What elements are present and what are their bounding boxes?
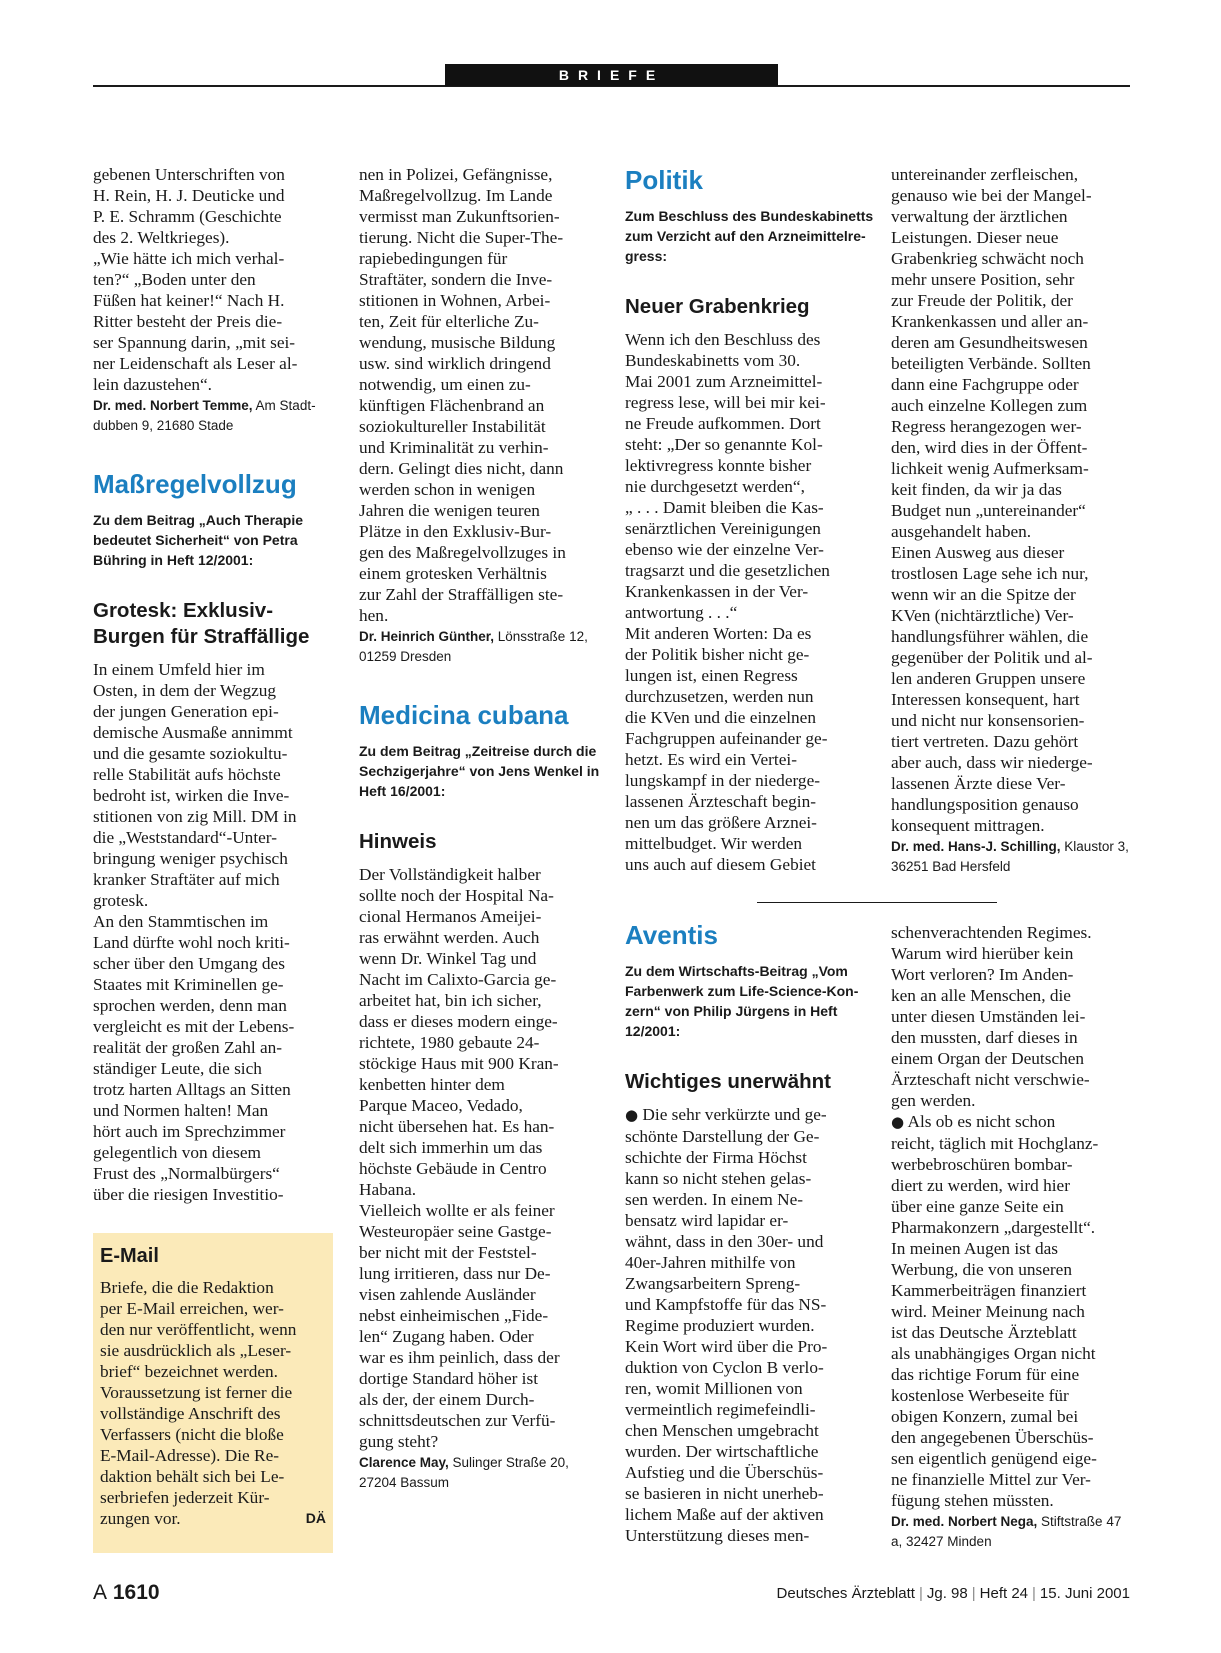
text-line: sollte noch der Hospital Na- <box>359 886 554 905</box>
text-line: dann eine Fachgruppe oder <box>891 375 1079 394</box>
text-line: In einem Umfeld hier im <box>93 660 265 679</box>
bullet-icon: ● <box>891 1113 905 1131</box>
letter-headline: Neuer Grabenkrieg <box>625 295 810 318</box>
text-line: über eine ganze Seite ein <box>891 1197 1064 1216</box>
signature-address: dubben 9, 21680 Stade <box>93 418 234 433</box>
letter-body <box>93 659 343 1205</box>
text-line: unter diesen Umständen lei- <box>891 1007 1086 1026</box>
text-line: ständiger Leute, die sich <box>93 1059 262 1078</box>
text-line: Mai 2001 zum Arzneimittel- <box>625 372 823 391</box>
text-line: Fachgruppen aufeinander ge- <box>625 729 828 748</box>
text-line: stitionen von zig Mill. DM in <box>93 807 297 826</box>
text-line: kenbetten hinter dem <box>359 1075 505 1094</box>
text-line: vollständige Anschrift des <box>100 1404 281 1423</box>
text-line: werden schon in wenigen <box>359 480 536 499</box>
text-line: sen werden. In einem Ne- <box>625 1190 804 1209</box>
text-line: kostenlose Werbeseite für <box>891 1386 1069 1405</box>
text-line: Vielleich wollte er als feiner <box>359 1201 555 1220</box>
text-line: zum Verzicht auf den Arzneimittelre- <box>625 228 866 244</box>
text-line: lektivregress konnte bisher <box>625 456 812 475</box>
text-line: nie durchgesetzt werden“, <box>625 477 805 496</box>
text-line: den mussten, darf dieses in <box>891 1028 1078 1047</box>
text-line: Füßen hat keiner!“ Nach H. <box>93 291 285 310</box>
text-line: kranker Straftäter auf mich <box>93 870 280 889</box>
text-line: wurden. Der wirtschaftliche <box>625 1442 819 1461</box>
text-line: 12/2001: <box>625 1023 681 1039</box>
section-title-medicina-cubana: Medicina cubana <box>359 700 569 730</box>
text-line: Regime produziert wurden. <box>625 1316 815 1335</box>
text-line: war es ihm peinlich, dass der <box>359 1348 560 1367</box>
text-line: Zu dem Wirtschafts-Beitrag „Vom <box>625 963 848 979</box>
text-line: deren am Gesundheitswesen <box>891 333 1088 352</box>
text-line: Maßregelvollzug. Im Lande <box>359 186 553 205</box>
text-line: ser Spannung darin, „mit sei- <box>93 333 296 352</box>
letter-continuation <box>93 164 343 395</box>
letter-signature: Dr. med. Norbert Nega, Stiftstraße 47 a, 32427 Minden <box>891 1514 1122 1549</box>
letter-signature: Dr. Heinrich Günther, Lönsstraße 12, 01259 Dresden <box>359 629 588 664</box>
letter-continuation <box>891 922 1141 1111</box>
section-title-massregelvollzug: Maßregelvollzug <box>93 469 297 499</box>
text-line: ne finanzielle Mittel zur Ver- <box>891 1470 1091 1489</box>
text-line: verwaltung der ärztlichen <box>891 207 1068 226</box>
text-line: dass er dieses modern einge- <box>359 1012 558 1031</box>
signature-address: Lönsstraße 12, <box>494 629 588 644</box>
text-line: Zum Beschluss des Bundeskabinetts <box>625 208 874 224</box>
text-line: Sechzigerjahre“ von Jens Wenkel in <box>359 763 600 779</box>
text-line: Der Vollständigkeit halber <box>359 865 541 884</box>
text-line: vergleicht es mit der Lebens- <box>93 1017 295 1036</box>
text-line: ist das Deutsche Ärzteblatt <box>891 1323 1077 1342</box>
text-line: bringung weniger psychisch <box>93 849 288 868</box>
section-header: BRIEFE <box>445 64 778 86</box>
text-line: hen. <box>359 606 389 625</box>
journal-date: 15. Juni 2001 <box>1039 1585 1130 1602</box>
email-notice-text <box>100 1277 326 1529</box>
column-1 <box>93 164 343 1205</box>
text-line: In meinen Augen ist das <box>891 1239 1059 1258</box>
text-line: zern“ von Philip Jürgens in Heft <box>625 1003 838 1019</box>
letter-signature: Dr. med. Norbert Temme, Am Stadt- dubben 9, 21680 Stade <box>93 398 316 433</box>
text-line: trotz harten Alltags an Sitten <box>93 1080 291 1099</box>
text-line: tierung. Nicht die Super-The- <box>359 228 564 247</box>
text-line: per E-Mail erreichen, wer- <box>100 1299 284 1318</box>
text-line: wenn Dr. Winkel Tag und <box>359 949 537 968</box>
text-line: len“ Zugang haben. Oder <box>359 1327 534 1346</box>
text-line: ne Freude aufkommen. Dort <box>625 414 821 433</box>
text-line: dern. Gelingt dies nicht, dann <box>359 459 564 478</box>
text-line: tiert vertreten. Dazu gehört <box>891 732 1079 751</box>
text-line: Krankenkassen in der Ver- <box>625 582 809 601</box>
text-line: hört auch im Sprechzimmer <box>93 1122 286 1141</box>
email-notice-title: E-Mail <box>100 1245 159 1267</box>
text-line: Wort verloren? Im Anden- <box>891 965 1074 984</box>
text-line: ras erwähnt werden. Auch <box>359 928 540 947</box>
text-line: kann so nicht stehen gelas- <box>625 1169 812 1188</box>
text-line: und Kriminalität zu verhin- <box>359 438 549 457</box>
letter-body <box>625 329 875 875</box>
text-line: ner Leidenschaft als Leser al- <box>93 354 298 373</box>
text-line: werbebroschüren bombar- <box>891 1155 1073 1174</box>
text-line: Ärzteschaft nicht verschwie- <box>891 1070 1090 1089</box>
text-line: Habana. <box>359 1180 417 1199</box>
letter-continuation <box>891 164 1141 836</box>
text-line: Interessen konsequent, hart <box>891 690 1080 709</box>
text-line: ren, womit Millionen von <box>625 1379 803 1398</box>
text-line: soziokultureller Instabilität <box>359 417 546 436</box>
text-line: Westeuropäer seine Gastge- <box>359 1222 552 1241</box>
text-line: Burgen für Straffällige <box>93 625 310 648</box>
text-line: nicht übersehen hat. Es han- <box>359 1117 555 1136</box>
text-line: lung irritieren, dass nur De- <box>359 1264 551 1283</box>
text-line: schenverachtenden Regimes. <box>891 923 1092 942</box>
letter-continuation <box>359 164 609 626</box>
text-line: lein dazustehen“. <box>93 375 212 394</box>
text-line: den, wird dies in der Öffent- <box>891 438 1088 457</box>
signature-address: 36251 Bad Hersfeld <box>891 859 1011 874</box>
text-line: stöckige Haus mit 900 Kran- <box>359 1054 559 1073</box>
letter-body <box>359 864 609 1452</box>
text-line: die KVen und die einzelnen <box>625 708 816 727</box>
text-line: der jungen Generation epi- <box>93 702 279 721</box>
text-line: H. Rein, H. J. Deuticke und <box>93 186 285 205</box>
text-line: konsequent mittragen. <box>891 816 1045 835</box>
text-line: reicht, täglich mit Hochglanz- <box>891 1134 1099 1153</box>
text-line: schichte der Firma Höchst <box>625 1148 807 1167</box>
letter-headline: Wichtiges unerwähnt <box>625 1070 831 1093</box>
text-line: Bundeskabinetts vom 30. <box>625 351 801 370</box>
text-line: tragsarzt und die gesetzlichen <box>625 561 830 580</box>
letter-headline: Hinweis <box>359 830 437 853</box>
text-line: realität der großen Zahl an- <box>93 1038 283 1057</box>
text-line: sie ausdrücklich als „Leser- <box>100 1341 292 1360</box>
text-line: Parque Maceo, Vedado, <box>359 1096 523 1115</box>
letter-headline <box>93 598 343 650</box>
text-line: gress: <box>625 248 668 264</box>
text-line: rapiebedingungen für <box>359 249 508 268</box>
article-reference <box>625 961 875 1041</box>
text-line: „ . . . Damit bleiben die Kas- <box>625 498 824 517</box>
text-line: Straftäter, sondern die Inve- <box>359 270 553 289</box>
text-line: handlungsführer wählen, die <box>891 627 1089 646</box>
text-line: als unabhängiges Organ nicht <box>891 1344 1096 1363</box>
text-line: die „Weststandard“-Unter- <box>93 828 277 847</box>
text-line: zur Freude der Politik, der <box>891 291 1073 310</box>
text-line: gen werden. <box>891 1091 976 1110</box>
signature-address: Klaustor 3, <box>1060 839 1129 854</box>
text-line: bedeutet Sicherheit“ von Petra <box>93 532 298 548</box>
text-line: P. E. Schramm (Geschichte <box>93 207 282 226</box>
text-line: 40er-Jahren mithilfe von <box>625 1253 796 1272</box>
text-line: visen zahlende Ausländer <box>359 1285 536 1304</box>
text-line: schnittsdeutschen zur Verfü- <box>359 1411 556 1430</box>
text-line: „Wie hätte ich mich verhal- <box>93 249 285 268</box>
text-line: Land dürfte wohl noch kriti- <box>93 933 290 952</box>
text-line: steht: „Der so genannte Kol- <box>625 435 823 454</box>
text-line: untereinander zerfleischen, <box>891 165 1079 184</box>
text-line: Budget nun „untereinander“ <box>891 501 1086 520</box>
text-line: Ritter besteht der Preis die- <box>93 312 283 331</box>
text-line: des 2. Weltkrieges). <box>93 228 230 247</box>
column-2 <box>359 164 609 1493</box>
text-line: ausgehandelt haben. <box>891 522 1032 541</box>
text-line: uns auch auf diesem Gebiet <box>625 855 816 874</box>
text-line: keit finden, da wir ja das <box>891 480 1062 499</box>
section-title-aventis: Aventis <box>625 920 718 950</box>
signature-address: 01259 Dresden <box>359 649 452 664</box>
text-line: ten, Zeit für elterliche Zu- <box>359 312 539 331</box>
text-line: Leistungen. Dieser neue <box>891 228 1059 247</box>
text-line: diert zu werden, wird hier <box>891 1176 1070 1195</box>
text-line: senärztlichen Vereinigungen <box>625 519 821 538</box>
text-line: Briefe, die die Redaktion <box>100 1278 274 1297</box>
text-line: mittelbudget. Wir werden <box>625 834 803 853</box>
text-line: delt sich immerhin um das <box>359 1138 543 1157</box>
text-line: Unterstützung dieses men- <box>625 1526 810 1545</box>
text-line: fügung stehen müssten. <box>891 1491 1054 1510</box>
text-line: durchzusetzen, werden nun <box>625 687 814 706</box>
text-line: wenn wir an die Spitze der <box>891 585 1076 604</box>
text-line: über die riesigen Investitio- <box>93 1185 284 1204</box>
text-line: E-Mail-Adresse). Die Re- <box>100 1446 279 1465</box>
text-line: obigen Konzern, zumal bei <box>891 1407 1079 1426</box>
text-line: Pharmakonzern „dargestellt“. <box>891 1218 1096 1237</box>
text-line: auch einzelne Kollegen zum <box>891 396 1088 415</box>
article-reference <box>625 206 875 266</box>
text-line: künftigen Flächenbrand an <box>359 396 545 415</box>
letter-body <box>891 1111 1141 1511</box>
text-line: als der, der einem Durch- <box>359 1390 535 1409</box>
text-line: wähnt, dass in den 30er- und <box>625 1232 824 1251</box>
text-line: cional Hermanos Ameijei- <box>359 907 542 926</box>
column-3 <box>625 164 875 1546</box>
text-line: nen um das größere Arznei- <box>625 813 817 832</box>
text-line: notwendig, um einen zu- <box>359 375 531 394</box>
text-line: sprochen werden, denn man <box>93 996 287 1015</box>
text-line: Mit anderen Worten: Da es <box>625 624 812 643</box>
text-line: len anderen Gruppen unsere <box>891 669 1086 688</box>
text-line: nebst einheimischen „Fide- <box>359 1306 549 1325</box>
text-line: ebenso wie der einzelne Ver- <box>625 540 824 559</box>
text-line: einem grotesken Verhältnis <box>359 564 547 583</box>
text-line: arbeitet hat, bin ich sicher, <box>359 991 542 1010</box>
text-line: duktion von Cyclon B verlo- <box>625 1358 824 1377</box>
text-line: demische Ausmaße annimmt <box>93 723 293 742</box>
text-line: Werbung, die von unseren <box>891 1260 1072 1279</box>
text-line: nen in Polizei, Gefängnisse, <box>359 165 553 184</box>
text-line: antwortung . . .“ <box>625 603 738 622</box>
text-line: hetzt. Es wird ein Vertei- <box>625 750 797 769</box>
text-line: ● Als ob es nicht schon <box>891 1112 1056 1131</box>
text-line: Warum wird hierüber kein <box>891 944 1074 963</box>
text-line: Osten, in dem der Wegzug <box>93 681 277 700</box>
text-line: regress lese, will bei mir kei- <box>625 393 826 412</box>
text-line: lichkeit wenig Aufmerksam- <box>891 459 1089 478</box>
text-line: aber auch, dass wir niederge- <box>891 753 1093 772</box>
text-line: brief“ bezeichnet werden. <box>100 1362 278 1381</box>
signature-address: a, 32427 Minden <box>891 1534 992 1549</box>
text-line: ber nicht mit der Feststel- <box>359 1243 537 1262</box>
text-line: handlungsposition genauso <box>891 795 1079 814</box>
text-line: lassenen Ärzte diese Ver- <box>891 774 1066 793</box>
text-line: und nicht nur konsensorien- <box>891 711 1085 730</box>
text-line: Regress herangezogen wer- <box>891 417 1082 436</box>
text-line: Einen Ausweg aus dieser <box>891 543 1065 562</box>
text-line: dortige Standard höher ist <box>359 1369 539 1388</box>
text-line: zungen vor. <box>100 1509 181 1528</box>
text-line: lassenen Ärzteschaft begin- <box>625 792 816 811</box>
signature-address: Stiftstraße 47 <box>1037 1514 1122 1529</box>
text-line: Aufstieg und die Überschüs- <box>625 1463 824 1482</box>
letter-signature: Clarence May, Sulinger Straße 20, 27204 Bassum <box>359 1455 569 1490</box>
text-line: Jahren die wenigen teuren <box>359 501 540 520</box>
text-line: usw. sind wirklich dringend <box>359 354 551 373</box>
journal-issue: Heft 24 <box>979 1585 1029 1602</box>
text-line: daktion behält sich bei Le- <box>100 1467 285 1486</box>
text-line: den nur veröffentlicht, wenn <box>100 1320 297 1339</box>
text-line: wendung, musische Bildung <box>359 333 556 352</box>
text-line: zur Zahl der Straffälligen ste- <box>359 585 564 604</box>
text-line: Kein Wort wird über die Pro- <box>625 1337 828 1356</box>
text-line: gen des Maßregelvollzuges in <box>359 543 566 562</box>
text-line: Staates mit Kriminellen ge- <box>93 975 284 994</box>
signature-address: 27204 Bassum <box>359 1475 450 1490</box>
text-line: Nacht im Calixto-Garcia ge- <box>359 970 557 989</box>
text-line: Voraussetzung ist ferner die <box>100 1383 293 1402</box>
text-line: lungskampf in der niederge- <box>625 771 820 790</box>
text-line: scher über den Umgang des <box>93 954 285 973</box>
text-line: ● Die sehr verkürzte und ge- <box>625 1105 827 1124</box>
text-line: einem Organ der Deutschen <box>891 1049 1085 1068</box>
text-line: bensatz wird lapidar er- <box>625 1211 789 1230</box>
email-notice-signature: DÄ <box>305 1510 326 1526</box>
text-line: Kammerbeiträgen finanziert <box>891 1281 1087 1300</box>
text-line: Plätze in den Exklusiv-Bur- <box>359 522 552 541</box>
text-line: Grotesk: Exklusiv- <box>93 599 274 622</box>
article-reference <box>359 741 609 801</box>
text-line: schönte Darstellung der Ge- <box>625 1127 820 1146</box>
bullet-icon: ● <box>625 1106 639 1124</box>
text-line: vermisst man Zukunftsorien- <box>359 207 560 226</box>
text-line: Heft 16/2001: <box>359 783 446 799</box>
text-line: Zwangsarbeitern Spreng- <box>625 1274 801 1293</box>
article-reference <box>93 510 343 570</box>
section-title-politik: Politik <box>625 165 704 195</box>
text-line: Bühring in Heft 12/2001: <box>93 552 254 568</box>
text-line: Verfassers (nicht die bloße <box>100 1425 284 1444</box>
text-line: serbriefen jederzeit Kür- <box>100 1488 270 1507</box>
text-line: chen Menschen umgebracht <box>625 1421 819 1440</box>
text-line: gung steht? <box>359 1432 439 1451</box>
text-line: vermeintlich regimefeindli- <box>625 1400 816 1419</box>
text-line: relle Stabilität aufs höchste <box>93 765 281 784</box>
text-line: Farbenwerk zum Life-Science-Kon- <box>625 983 859 999</box>
journal-footer: Deutsches Ärzteblatt | Jg. 98 | Heft 24 | 15. Juni 2001 <box>776 1585 1130 1602</box>
text-line: lichem Maße auf der aktiven <box>625 1505 824 1524</box>
text-line: wird. Meiner Meinung nach <box>891 1302 1085 1321</box>
text-line: höchste Gebäude in Centro <box>359 1159 547 1178</box>
text-line: richtete, 1980 gebaute 24- <box>359 1033 540 1052</box>
text-line: lungen ist, einen Regress <box>625 666 798 685</box>
letter-signature: Dr. med. Hans-J. Schilling, Klaustor 3, 36251 Bad Hersfeld <box>891 839 1129 874</box>
signature-address: Am Stadt- <box>252 398 316 413</box>
signature-address: Sulinger Straße 20, <box>448 1455 569 1470</box>
page-number: A 1610 <box>93 1581 160 1604</box>
text-line: Zu dem Beitrag „Auch Therapie <box>93 512 304 528</box>
text-line: stitionen in Wohnen, Arbei- <box>359 291 551 310</box>
text-line: KVen (nichtärztliche) Ver- <box>891 606 1074 625</box>
text-line: und Normen halten! Man <box>93 1101 269 1120</box>
text-line: das richtige Forum für eine <box>891 1365 1080 1384</box>
text-line: genauso wie bei der Mangel- <box>891 186 1092 205</box>
text-line: bedroht ist, wirken die Inve- <box>93 786 290 805</box>
text-line: grotesk. <box>93 891 149 910</box>
text-line: ten?“ „Boden unter den <box>93 270 256 289</box>
text-line: und die gesamte soziokultu- <box>93 744 288 763</box>
journal-name: Deutsches Ärzteblatt <box>776 1585 915 1602</box>
email-notice-box <box>93 1233 333 1553</box>
text-line: Frust des „Normalbürgers“ <box>93 1164 280 1183</box>
text-line: An den Stammtischen im <box>93 912 269 931</box>
text-line: gegenüber der Politik und al- <box>891 648 1093 667</box>
text-line: Grabenkrieg schwächt noch <box>891 249 1084 268</box>
text-line: gelegentlich von diesem <box>93 1143 261 1162</box>
letter-body <box>625 1104 875 1546</box>
text-line: Zu dem Beitrag „Zeitreise durch die <box>359 743 597 759</box>
text-line: Krankenkassen und aller an- <box>891 312 1089 331</box>
text-line: und Kampfstoffe für das NS- <box>625 1295 827 1314</box>
column-4 <box>891 164 1141 1552</box>
text-line: beteiligten Verbände. Sollten <box>891 354 1091 373</box>
text-line: sen eigentlich genügend eige- <box>891 1449 1097 1468</box>
text-line: ken an alle Menschen, die <box>891 986 1071 1005</box>
text-line: den angegebenen Überschüs- <box>891 1428 1094 1447</box>
text-line: der Politik bisher nicht ge- <box>625 645 810 664</box>
text-line: mehr unsere Position, sehr <box>891 270 1075 289</box>
text-line: trostlosen Lage sehe ich nur, <box>891 564 1089 583</box>
text-line: Wenn ich den Beschluss des <box>625 330 821 349</box>
text-line: gebenen Unterschriften von <box>93 165 285 184</box>
text-line: se basieren in nicht unerheb- <box>625 1484 824 1503</box>
journal-volume: Jg. 98 <box>926 1585 968 1602</box>
